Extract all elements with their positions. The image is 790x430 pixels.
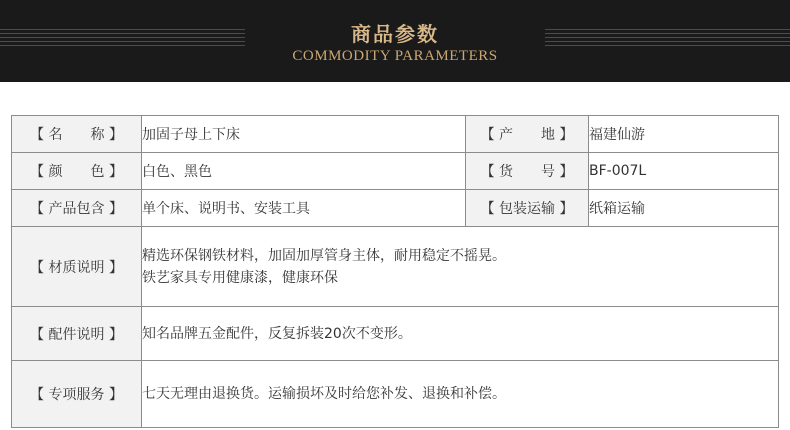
param-value-service <box>142 361 779 428</box>
param-value-shipping: 纸箱运输 <box>589 190 779 227</box>
param-value-contents: 单个床、说明书、安装工具 <box>142 190 466 227</box>
param-value-origin: 福建仙游 <box>589 116 779 153</box>
service-line-1: 七天无理由退换货。运输损坏及时给您补发、退换和补偿。 <box>142 386 506 402</box>
table-row <box>12 361 779 428</box>
table-row <box>12 190 779 227</box>
table-row <box>12 153 779 190</box>
table-row <box>12 227 779 307</box>
accessories-line-1: 知名品牌五金配件，反复拆装20次不变形。 <box>142 325 412 342</box>
table-row <box>12 116 779 153</box>
material-line-2: 铁艺家具专用健康漆，健康环保 <box>142 269 338 286</box>
param-label-color: 【 颜 色 】 <box>12 153 142 190</box>
header-banner <box>0 0 790 82</box>
param-label-shipping: 【 包装运输 】 <box>466 190 589 227</box>
param-label-name: 【 名 称 】 <box>12 116 142 153</box>
param-label-accessories: 【 配件说明 】 <box>12 307 142 361</box>
param-label-origin: 【 产 地 】 <box>466 116 589 153</box>
header-title-en: COMMODITY PARAMETERS <box>292 48 498 64</box>
material-line-1: 精选环保钢铁材料，加固加厚管身主体，耐用稳定不摇晃。 <box>142 247 506 264</box>
param-label-material: 【 材质说明 】 <box>12 227 142 307</box>
param-value-material <box>142 227 779 307</box>
param-value-accessories <box>142 307 779 361</box>
param-value-color: 白色、黑色 <box>142 153 466 190</box>
param-value-name: 加固子母上下床 <box>142 116 466 153</box>
param-value-item-no: BF-007L <box>589 153 779 190</box>
param-label-service: 【 专项服务 】 <box>12 361 142 428</box>
param-label-contents: 【 产品包含 】 <box>12 190 142 227</box>
parameter-table <box>11 115 779 428</box>
param-label-item-no: 【 货 号 】 <box>466 153 589 190</box>
table-row <box>12 307 779 361</box>
header-title-cn: 商品参数 <box>351 22 439 46</box>
